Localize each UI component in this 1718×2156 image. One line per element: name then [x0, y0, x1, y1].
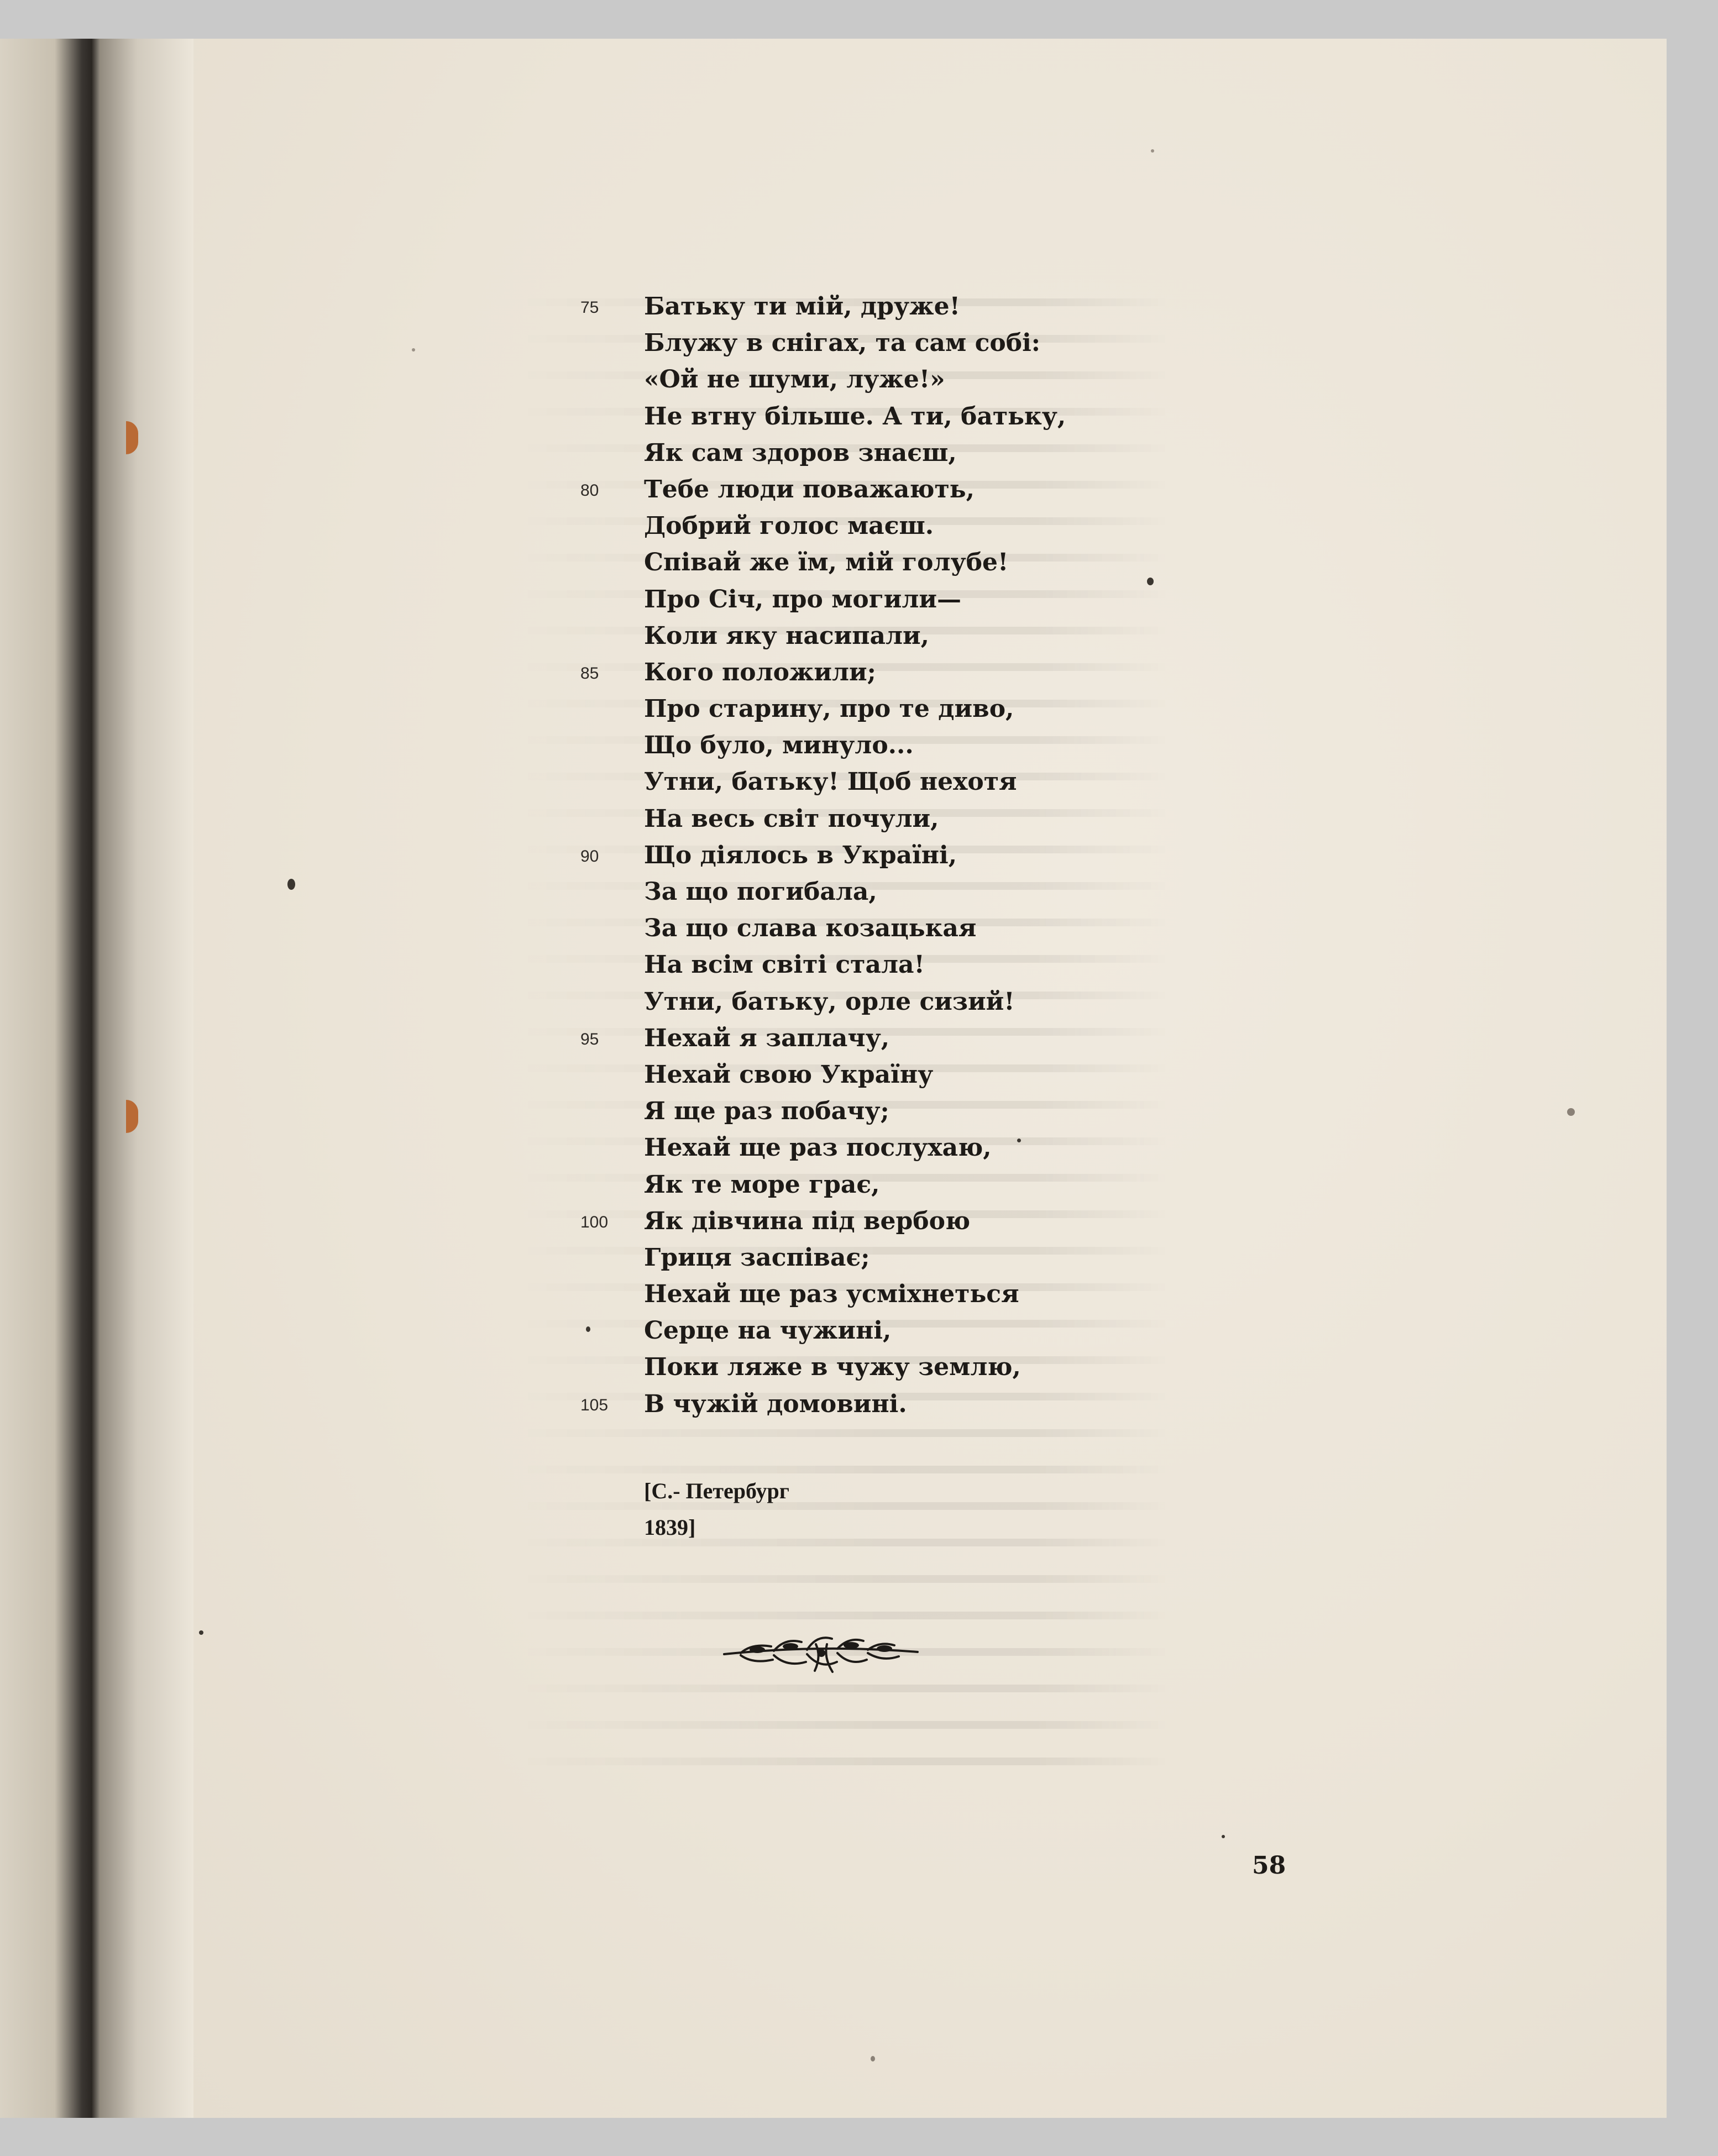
poem-line-text: Батьку ти мій, друже! — [644, 292, 960, 321]
poem-line-text: Поки ляже в чужу землю, — [644, 1353, 1021, 1382]
poem-line-text: Утни, батьку, орле сизий! — [644, 987, 1015, 1016]
poem-line-text: Коли яку насипали, — [644, 621, 929, 650]
gutter-shadow — [99, 39, 193, 2118]
paper-speck — [871, 2056, 875, 2061]
poem-line-text: Гриця заспіває; — [644, 1243, 870, 1272]
poem-line — [580, 1057, 1188, 1093]
poem-line — [580, 1349, 1188, 1386]
poem-line-text: Про Січ, про могили— — [644, 585, 962, 613]
page-number: 58 — [1252, 1851, 1286, 1880]
poem-line — [580, 947, 1188, 983]
poem-line — [580, 1240, 1188, 1276]
signature-place: [С.- Петербург — [644, 1478, 789, 1503]
paper-speck — [1017, 1139, 1021, 1142]
line-number: 90 — [580, 847, 599, 865]
poem-line — [580, 801, 1188, 837]
poem-line-text: Як те море грає, — [644, 1170, 880, 1199]
poem-line — [580, 361, 1188, 398]
poem-line — [580, 1203, 1188, 1240]
poem-line-text: Що було, минуло... — [644, 731, 914, 760]
poem-line-text: Не втну більше. А ти, батьку, — [644, 402, 1066, 431]
line-number: 80 — [580, 481, 599, 500]
poem-line-text: Блужу в снігах, та сам собі: — [644, 329, 1041, 358]
poem-line — [580, 544, 1188, 581]
poem-line-text: Утни, батьку! Щоб нехотя — [644, 768, 1017, 796]
poem-line — [580, 727, 1188, 764]
poem-line — [580, 325, 1188, 361]
poem-line — [580, 1020, 1188, 1057]
poem-line-text: Як сам здоров знаєш, — [644, 438, 957, 467]
poem-line-text: Як дівчина під вербою — [644, 1206, 971, 1235]
paper-speck — [1147, 578, 1154, 585]
poem-line — [580, 1167, 1188, 1203]
poem-line — [580, 874, 1188, 910]
poem-line — [580, 398, 1188, 435]
poem-line — [580, 288, 1188, 325]
poem-line — [580, 618, 1188, 654]
poem-line — [580, 508, 1188, 544]
poem-line-text: Про старину, про те диво, — [644, 695, 1014, 723]
poem-line-text: Я ще раз побачу; — [644, 1097, 889, 1126]
poem-line — [580, 654, 1188, 691]
poem-line-text: Що діялось в Україні, — [644, 841, 957, 869]
poem-line-text: Нехай свою Україну — [644, 1060, 934, 1089]
poem-line-text: Нехай ще раз послухаю, — [644, 1134, 992, 1162]
paper-speck — [199, 1630, 203, 1635]
poem-line-text: На весь світ почули, — [644, 804, 939, 833]
line-number: 75 — [580, 298, 599, 317]
paper-speck — [1567, 1108, 1575, 1116]
poem-line-text: За що погибала, — [644, 878, 877, 906]
signature-year: 1839] — [644, 1515, 696, 1540]
poem-line-text: На всім світі стала! — [644, 951, 925, 979]
paper-speck — [287, 879, 295, 890]
poem-body — [580, 288, 1188, 1423]
poem-line-text: Нехай ще раз усміхнеться — [644, 1280, 1019, 1309]
poem-line — [580, 837, 1188, 874]
poem-line — [580, 1130, 1188, 1166]
poem-line-text: В чужій домовині. — [644, 1389, 907, 1418]
place-date-signature — [644, 1473, 789, 1546]
poem-line — [580, 1093, 1188, 1130]
poem-line — [580, 984, 1188, 1020]
left-page-edge — [0, 39, 99, 2118]
line-number: 95 — [580, 1030, 599, 1048]
poem-line-text: Співай же їм, мій голубе! — [644, 548, 1009, 577]
poem-line — [580, 435, 1188, 471]
poem-line — [580, 1386, 1188, 1423]
book-page — [0, 39, 1667, 2118]
poem-line-text: Серце на чужині, — [644, 1316, 892, 1345]
paper-speck — [1151, 149, 1154, 153]
paper-speck — [586, 1326, 590, 1332]
poem-line — [580, 764, 1188, 800]
poem-line — [580, 1276, 1188, 1313]
poem-line — [580, 691, 1188, 727]
poem-line-text: Кого положили; — [644, 658, 876, 686]
poem-line-text: «Ой не шуми, луже!» — [644, 365, 945, 394]
line-number: 100 — [580, 1213, 609, 1231]
paper-speck — [412, 348, 415, 352]
poem-line — [580, 910, 1188, 947]
poem-line-text: За що слава козацькая — [644, 914, 977, 943]
laurel-branch-ornament-icon — [719, 1628, 923, 1677]
line-number: 105 — [580, 1396, 609, 1414]
poem-line — [580, 471, 1188, 508]
paper-speck — [1222, 1835, 1225, 1838]
line-number: 85 — [580, 664, 599, 683]
poem-line-text: Добрий голос маєш. — [644, 512, 934, 541]
poem-line — [580, 1313, 1188, 1349]
poem-line-text: Нехай я заплачу, — [644, 1024, 890, 1052]
poem-line — [580, 581, 1188, 618]
poem-line-text: Тебе люди поважають, — [644, 475, 975, 503]
